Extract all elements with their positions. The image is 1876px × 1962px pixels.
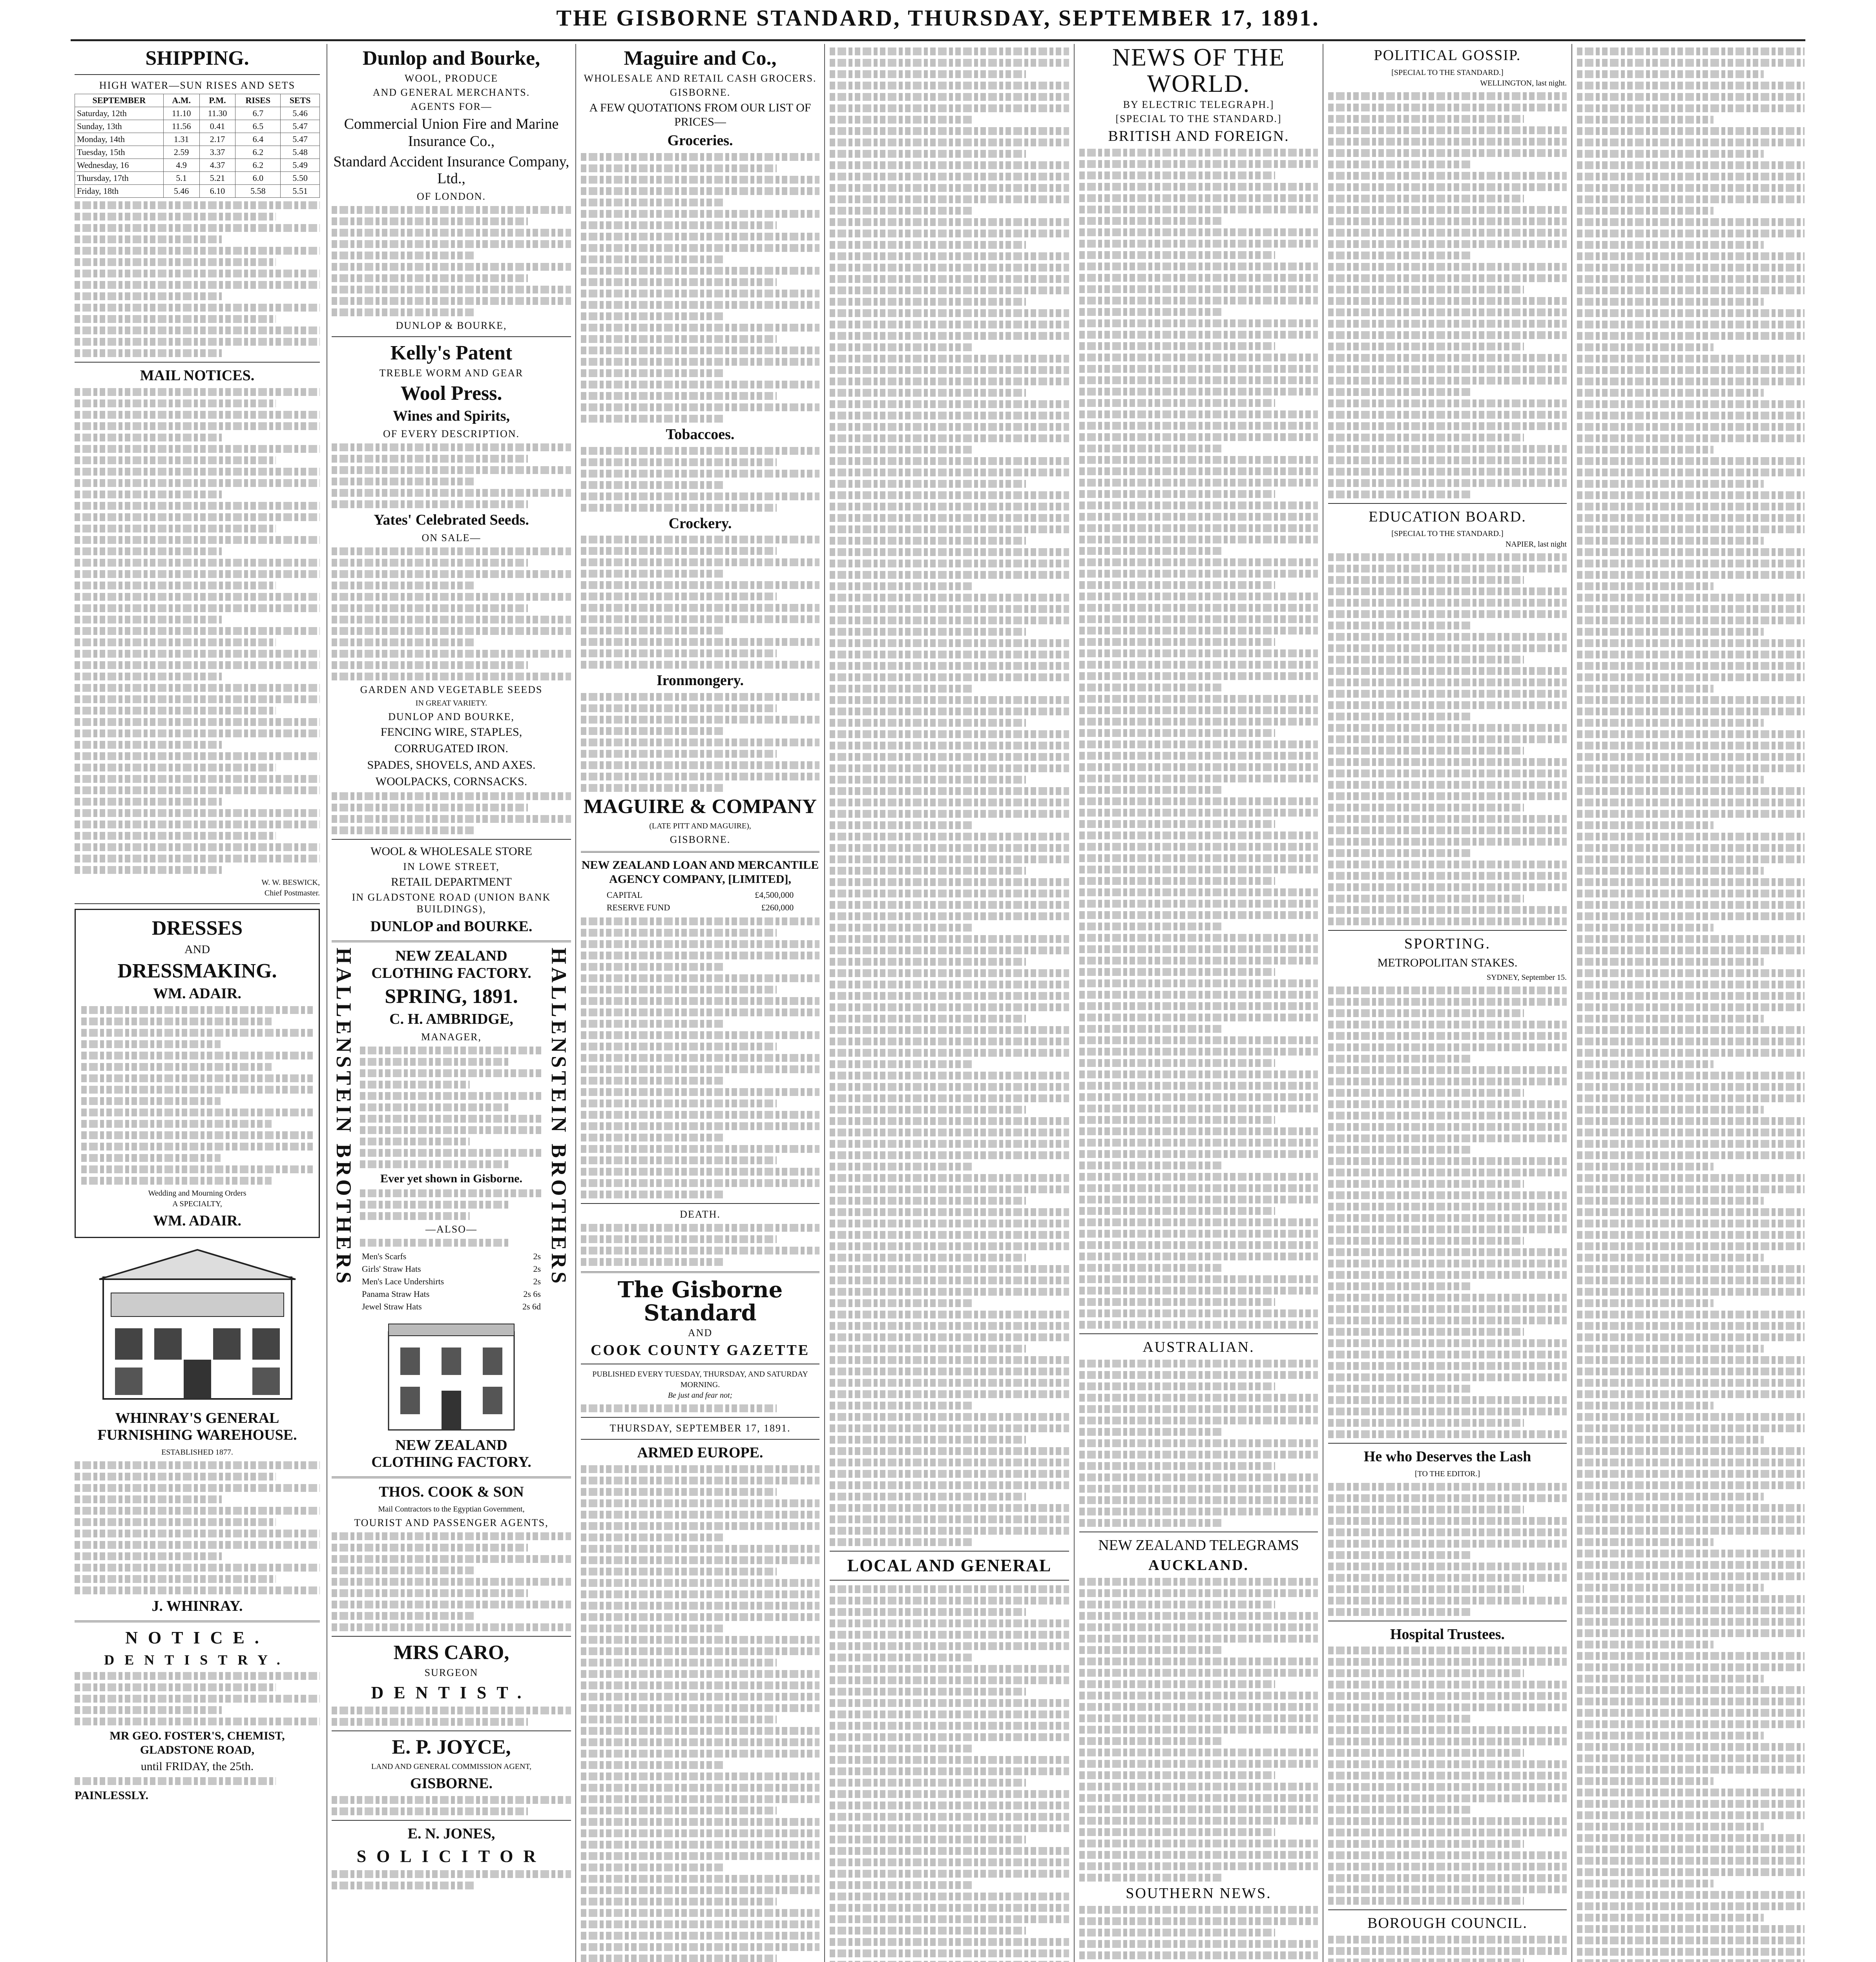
seeds-text [332,547,571,680]
borough-council-continued-text [1577,47,1805,1962]
hospital-trustees-heading: Hospital Trustees. [1390,1626,1505,1643]
adair-signature: WM. ADAIR. [153,1212,241,1229]
caro-sub: SURGEON [424,1667,478,1678]
dentist-heading: DENTIST. [371,1683,532,1702]
local-general-text [830,1585,1069,1962]
tide-cell: 11.56 [163,120,199,133]
table-row [605,889,796,901]
divider [581,1271,819,1273]
corrugated-iron: CORRUGATED IRON. [394,742,508,755]
painlessly: PAINLESSLY. [75,1789,149,1802]
on-sale: ON SALE— [422,532,481,543]
tide-table-title: HIGH WATER—SUN RISES AND SETS [99,80,296,91]
dresses-heading: DRESSES [151,917,243,939]
clothing-text-2 [360,1189,543,1220]
kelly-sub: TREBLE WORM AND GEAR [379,367,524,379]
price-value: 2s 6s [523,1289,541,1299]
groceries-heading: Groceries. [667,132,733,149]
metropolitan-location: SYDNEY, September 15. [1486,973,1567,982]
article-text-top [830,47,1069,1546]
tide-cell: 5.21 [199,172,235,185]
tide-cell: 6.10 [199,185,235,198]
divider [332,1636,571,1637]
hallenstein-vertical-left: HALLENSTEIN BROTHERS [332,948,356,1287]
column-rule [1571,44,1572,1962]
table-row [75,146,320,159]
garden-sub: IN GREAT VARIETY. [415,698,487,707]
store-signature: DUNLOP and BOURKE. [370,918,533,935]
capital-label: CAPITAL [606,890,642,900]
paper-subtitle: COOK COUNTY GAZETTE [590,1342,810,1358]
table-row [75,133,320,146]
insurer-location: OF LONDON. [417,190,486,202]
wines-text [332,443,571,508]
table-row [75,107,320,120]
dunlop-signature: DUNLOP & BOURKE, [396,319,507,331]
tide-cell: 6.0 [235,172,281,185]
masthead [71,0,1805,41]
price-value: 2s [533,1264,541,1274]
whinray-heading: WHINRAY'S GENERAL FURNISHING WAREHOUSE. [97,1410,297,1444]
australian-heading: AUSTRALIAN. [1142,1339,1255,1356]
tide-cell: Saturday, 12th [75,107,164,120]
capital-table [605,889,796,914]
maguire-company-sub: (LATE PITT AND MAGUIRE), [649,822,751,831]
whinray-signature: J. WHINRAY. [151,1598,243,1614]
until-date: until FRIDAY, the 25th. [141,1760,254,1773]
jones-heading: E. N. JONES, [407,1825,495,1842]
wines-sub: OF EVERY DESCRIPTION. [383,428,520,439]
table-row [605,901,796,914]
nz-clothing-heading: NEW ZEALAND CLOTHING FACTORY. [371,948,531,982]
price-item: Men's Scarfs [362,1251,407,1261]
british-foreign-heading: BRITISH AND FOREIGN. [1108,128,1289,145]
death-text [581,1224,819,1266]
dentistry-text [75,1672,320,1725]
table-row [75,185,320,198]
tide-cell: 5.51 [281,185,320,198]
tide-cell: 1.31 [163,133,199,146]
clothing-advert [332,948,571,1471]
auckland-heading: AUCKLAND. [1148,1557,1249,1574]
divider [75,362,320,363]
tide-cell: 5.1 [163,172,199,185]
nz-loan-text [581,917,819,1198]
shipping-heading: SHIPPING. [145,47,249,69]
tobaccoes-text [581,447,819,512]
dressmaking-heading: DRESSMAKING. [117,960,277,983]
cook-sub: Mail Contractors to the Egyptian Government, [378,1504,525,1513]
divider [830,1580,1069,1581]
divider [1328,930,1567,931]
tide-cell: Monday, 14th [75,133,164,146]
column-rule [824,44,825,1962]
notice-heading: NOTICE. [125,1628,269,1647]
divider [75,903,320,904]
joyce-sub: LAND AND GENERAL COMMISSION AGENT, [371,1762,532,1771]
column-6 [1328,44,1567,1962]
price-list [360,1250,543,1313]
price-value: 2s [533,1276,541,1286]
price-item: Girls' Straw Hats [362,1264,421,1274]
agents-for: AGENTS FOR— [411,101,492,113]
store-wool: WOOL & WHOLESALE STORE [370,844,532,858]
mail-signature: W. W. BESWICK, [261,878,320,887]
caro-text [332,1707,571,1726]
dentistry-heading: DENTISTRY. [104,1652,290,1668]
garden-seeds: GARDEN AND VEGETABLE SEEDS [360,684,543,695]
foster-address: MR GEO. FOSTER'S, CHEMIST, GLADSTONE ROAD, [109,1729,285,1756]
table-row [360,1300,543,1313]
divider [581,1203,819,1204]
news-special: [SPECIAL TO THE STANDARD.] [1115,113,1282,125]
table-row [75,120,320,133]
divider [75,74,320,75]
nz-clothing-heading-2: NEW ZEALAND CLOTHING FACTORY. [371,1437,531,1471]
ever-yet: Ever yet shown in Gisborne. [380,1172,522,1185]
divider [1328,503,1567,504]
tide-cell: 11.30 [199,107,235,120]
gossip-location: WELLINGTON, last night. [1480,78,1567,88]
auckland-text [1079,1578,1318,1882]
adair-advert [75,909,320,1238]
spring-1891: SPRING, 1891. [385,985,518,1008]
gossip-special: [SPECIAL TO THE STANDARD.] [1391,68,1504,77]
adair-sub2: A SPECIALTY, [172,1199,222,1208]
sporting-heading: SPORTING. [1404,935,1491,952]
divider [1328,1443,1567,1444]
price-value: 2s [533,1251,541,1261]
cook-text [332,1532,571,1631]
divider [332,1730,571,1731]
education-special: [SPECIAL TO THE STANDARD.] [1391,529,1504,538]
dresses-and: AND [184,943,210,956]
tide-header-cell: A.M. [163,94,199,107]
sporting-text [1328,986,1567,1438]
column-3 [581,44,819,1962]
reserve-value: £260,000 [761,903,794,913]
paper-motto: Be just and fear not; [668,1391,733,1400]
divider [332,336,571,337]
tide-cell: 3.37 [199,146,235,159]
political-gossip-text [1328,92,1567,498]
divider [581,1417,819,1418]
borough-council-heading: BOROUGH COUNCIL. [1367,1915,1527,1932]
store-lowe-street: IN LOWE STREET, [403,861,500,872]
tide-cell: Tuesday, 15th [75,146,164,159]
maguire-company: MAGUIRE & COMPANY [583,795,817,818]
tide-cell: 5.47 [281,120,320,133]
kelly-heading: Kelly's Patent [390,341,513,364]
joyce-heading: E. P. JOYCE, [392,1736,511,1758]
dunlop-signature-2: DUNLOP AND BOURKE, [388,711,515,722]
ironmongery-text [581,693,819,792]
crockery-text [581,536,819,669]
divider [1079,1333,1318,1334]
tide-cell: Thursday, 17th [75,172,164,185]
masthead-title: THE GISBORNE STANDARD, THURSDAY, SEPTEMBER 17, 1891. [556,5,1320,31]
tide-cell: 5.58 [235,185,281,198]
maguire-sub: WHOLESALE AND RETAIL CASH GROCERS. [584,73,817,84]
maguire-heading: Maguire and Co., [624,47,777,69]
tide-table-header [75,94,320,107]
lash-to-editor: [TO THE EDITOR.] [1414,1469,1480,1478]
education-location: NAPIER, last night [1505,540,1567,549]
borough-council-text [1328,1936,1567,1962]
tide-cell: 5.50 [281,172,320,185]
armed-europe-heading: ARMED EUROPE. [637,1444,763,1461]
divider [332,941,571,942]
store-retail: RETAIL DEPARTMENT [391,875,512,888]
divider [581,1439,819,1440]
tide-cell: 5.47 [281,133,320,146]
tide-table [75,94,320,198]
tide-cell: 5.46 [281,107,320,120]
local-general-heading: LOCAL AND GENERAL [847,1556,1052,1575]
divider [830,1551,1069,1552]
ironmongery-heading: Ironmongery. [656,672,744,689]
also: —ALSO— [425,1223,477,1235]
lash-text [1328,1483,1567,1616]
insurer-commercial-union: Commercial Union Fire and Marine Insurance Co., [344,116,559,150]
table-row [360,1288,543,1300]
nz-telegrams-heading: NEW ZEALAND TELEGRAMS [1098,1537,1299,1554]
price-item: Jewel Straw Hats [362,1301,422,1311]
british-foreign-text [1079,149,1318,1329]
tide-cell: Friday, 18th [75,185,164,198]
wines-heading: Wines and Spirits, [392,408,510,425]
tide-cell: 0.41 [199,120,235,133]
hallenstein-vertical-right: HALLENSTEIN BROTHERS [547,948,571,1287]
woolpacks: WOOLPACKS, CORNSACKS. [375,775,527,788]
fencing-wire: FENCING WIRE, STAPLES, [380,725,522,738]
adair-name: WM. ADAIR. [153,985,241,1002]
tide-cell: 2.59 [163,146,199,159]
warehouse-illustration [88,1242,307,1407]
solicitor-heading: SOLICITOR [356,1847,546,1866]
tide-cell: 5.46 [163,185,199,198]
tide-cell: 4.37 [199,159,235,172]
paper-date: THURSDAY, SEPTEMBER 17, 1891. [610,1422,791,1434]
mail-notices-text [75,388,320,874]
shipping-text [75,201,320,357]
clothing-factory-illustration [381,1316,522,1434]
column-4 [830,44,1069,1962]
political-gossip-heading: POLITICAL GOSSIP. [1374,47,1521,64]
paper-published: PUBLISHED EVERY TUESDAY, THURSDAY, AND SATURDAY MORNING. [592,1370,808,1389]
wool-press-heading: Wool Press. [400,382,502,405]
store-gladstone: IN GLADSTONE ROAD (UNION BANK BUILDINGS), [352,891,551,915]
price-item: Panama Straw Hats [362,1289,430,1299]
tide-header-cell: SEPTEMBER [75,94,164,107]
capital-value: £4,500,000 [755,890,794,900]
tide-cell: 6.5 [235,120,281,133]
tide-cell: Wednesday, 16 [75,159,164,172]
metropolitan-stakes-heading: METROPOLITAN STAKES. [1377,956,1518,970]
tide-header-cell: P.M. [199,94,235,107]
tide-cell: Sunday, 13th [75,120,164,133]
insurer-text [332,206,571,316]
reserve-label: RESERVE FUND [606,903,670,913]
lash-heading: He who Deserves the Lash [1363,1448,1531,1465]
paper-and: AND [688,1327,713,1338]
education-board-heading: EDUCATION BOARD. [1369,508,1526,525]
tobaccoes-heading: Tobaccoes. [666,426,735,443]
education-board-text [1328,553,1567,925]
ambridge-name: C. H. AMBRIDGE, [389,1010,513,1027]
nz-loan-heading: NEW ZEALAND LOAN AND MERCANTILE AGENCY COMPANY, [LIMITED], [581,859,819,886]
price-item: Men's Lace Undershirts [362,1276,444,1286]
news-of-the-world-heading: NEWS OF THE WORLD. [1112,44,1285,98]
australian-text [1079,1360,1318,1527]
death-heading: DEATH. [680,1209,721,1220]
divider [75,1621,320,1622]
column-7 [1577,44,1805,1962]
divider [581,851,819,853]
cook-heading: THOS. COOK & SON [379,1484,524,1500]
whinray-text [75,1461,320,1594]
column-1 [75,44,320,1962]
tide-cell: 6.2 [235,146,281,159]
divider [1328,1909,1567,1910]
column-2 [332,44,571,1962]
table-row [75,172,320,185]
clothing-text [360,1047,543,1168]
table-row [75,159,320,172]
news-by-telegraph: BY ELECTRIC TELEGRAPH.] [1123,99,1274,111]
table-row [360,1275,543,1288]
joyce-location: GISBORNE. [410,1775,493,1792]
divider [332,1477,571,1478]
spades: SPADES, SHOVELS, AND AXES. [367,758,536,771]
tide-cell: 5.49 [281,159,320,172]
hospital-text [1328,1647,1567,1905]
table-row [360,1250,543,1263]
dunlop-sub2: AND GENERAL MERCHANTS. [372,87,530,98]
whinray-established: ESTABLISHED 1877. [161,1448,233,1457]
southern-news-text [1079,1906,1318,1962]
mail-notices-heading: MAIL NOTICES. [140,367,255,384]
tide-cell: 2.17 [199,133,235,146]
divider [332,839,571,840]
jones-text [332,1870,571,1889]
yates-heading: Yates' Celebrated Seeds. [374,512,529,528]
insurer-standard-accident: Standard Accident Insurance Company, Ltd., [333,153,569,187]
tide-header-cell: RISES [235,94,281,107]
ambridge-role: MANAGER, [421,1031,482,1043]
armed-europe-text [581,1465,819,1962]
price-value: 2s 6d [522,1301,541,1311]
adair-text [81,1006,313,1185]
tide-cell: 6.7 [235,107,281,120]
column-rule [575,44,576,1962]
tide-cell: 5.48 [281,146,320,159]
maguire-company-location: GISBORNE. [670,834,731,846]
tide-cell: 11.10 [163,107,199,120]
southern-news-heading: SOUTHERN NEWS. [1126,1885,1272,1902]
cook-sub2: TOURIST AND PASSENGER AGENTS, [354,1517,549,1528]
quotations: A FEW QUOTATIONS FROM OUR LIST OF PRICES— [589,101,811,129]
tide-cell: 6.4 [235,133,281,146]
paper-title: The Gisborne Standard [617,1277,783,1326]
store-text [332,792,571,834]
tide-header-cell: SETS [281,94,320,107]
adair-sub1: Wedding and Mourning Orders [148,1189,246,1198]
column-5 [1079,44,1318,1962]
column-rule [1074,44,1075,1962]
divider [332,1820,571,1821]
groceries-text [581,153,819,423]
tide-cell: 6.2 [235,159,281,172]
crockery-heading: Crockery. [668,515,732,532]
table-row [360,1263,543,1275]
caro-heading: MRS CARO, [393,1641,509,1664]
joyce-text [332,1796,571,1815]
tide-cell: 4.9 [163,159,199,172]
dunlop-bourke-heading: Dunlop and Bourke, [362,47,540,69]
mail-signature-role: Chief Postmaster. [264,888,320,897]
dunlop-sub: WOOL, PRODUCE [404,73,498,84]
maguire-location: GISBORNE. [670,87,731,98]
